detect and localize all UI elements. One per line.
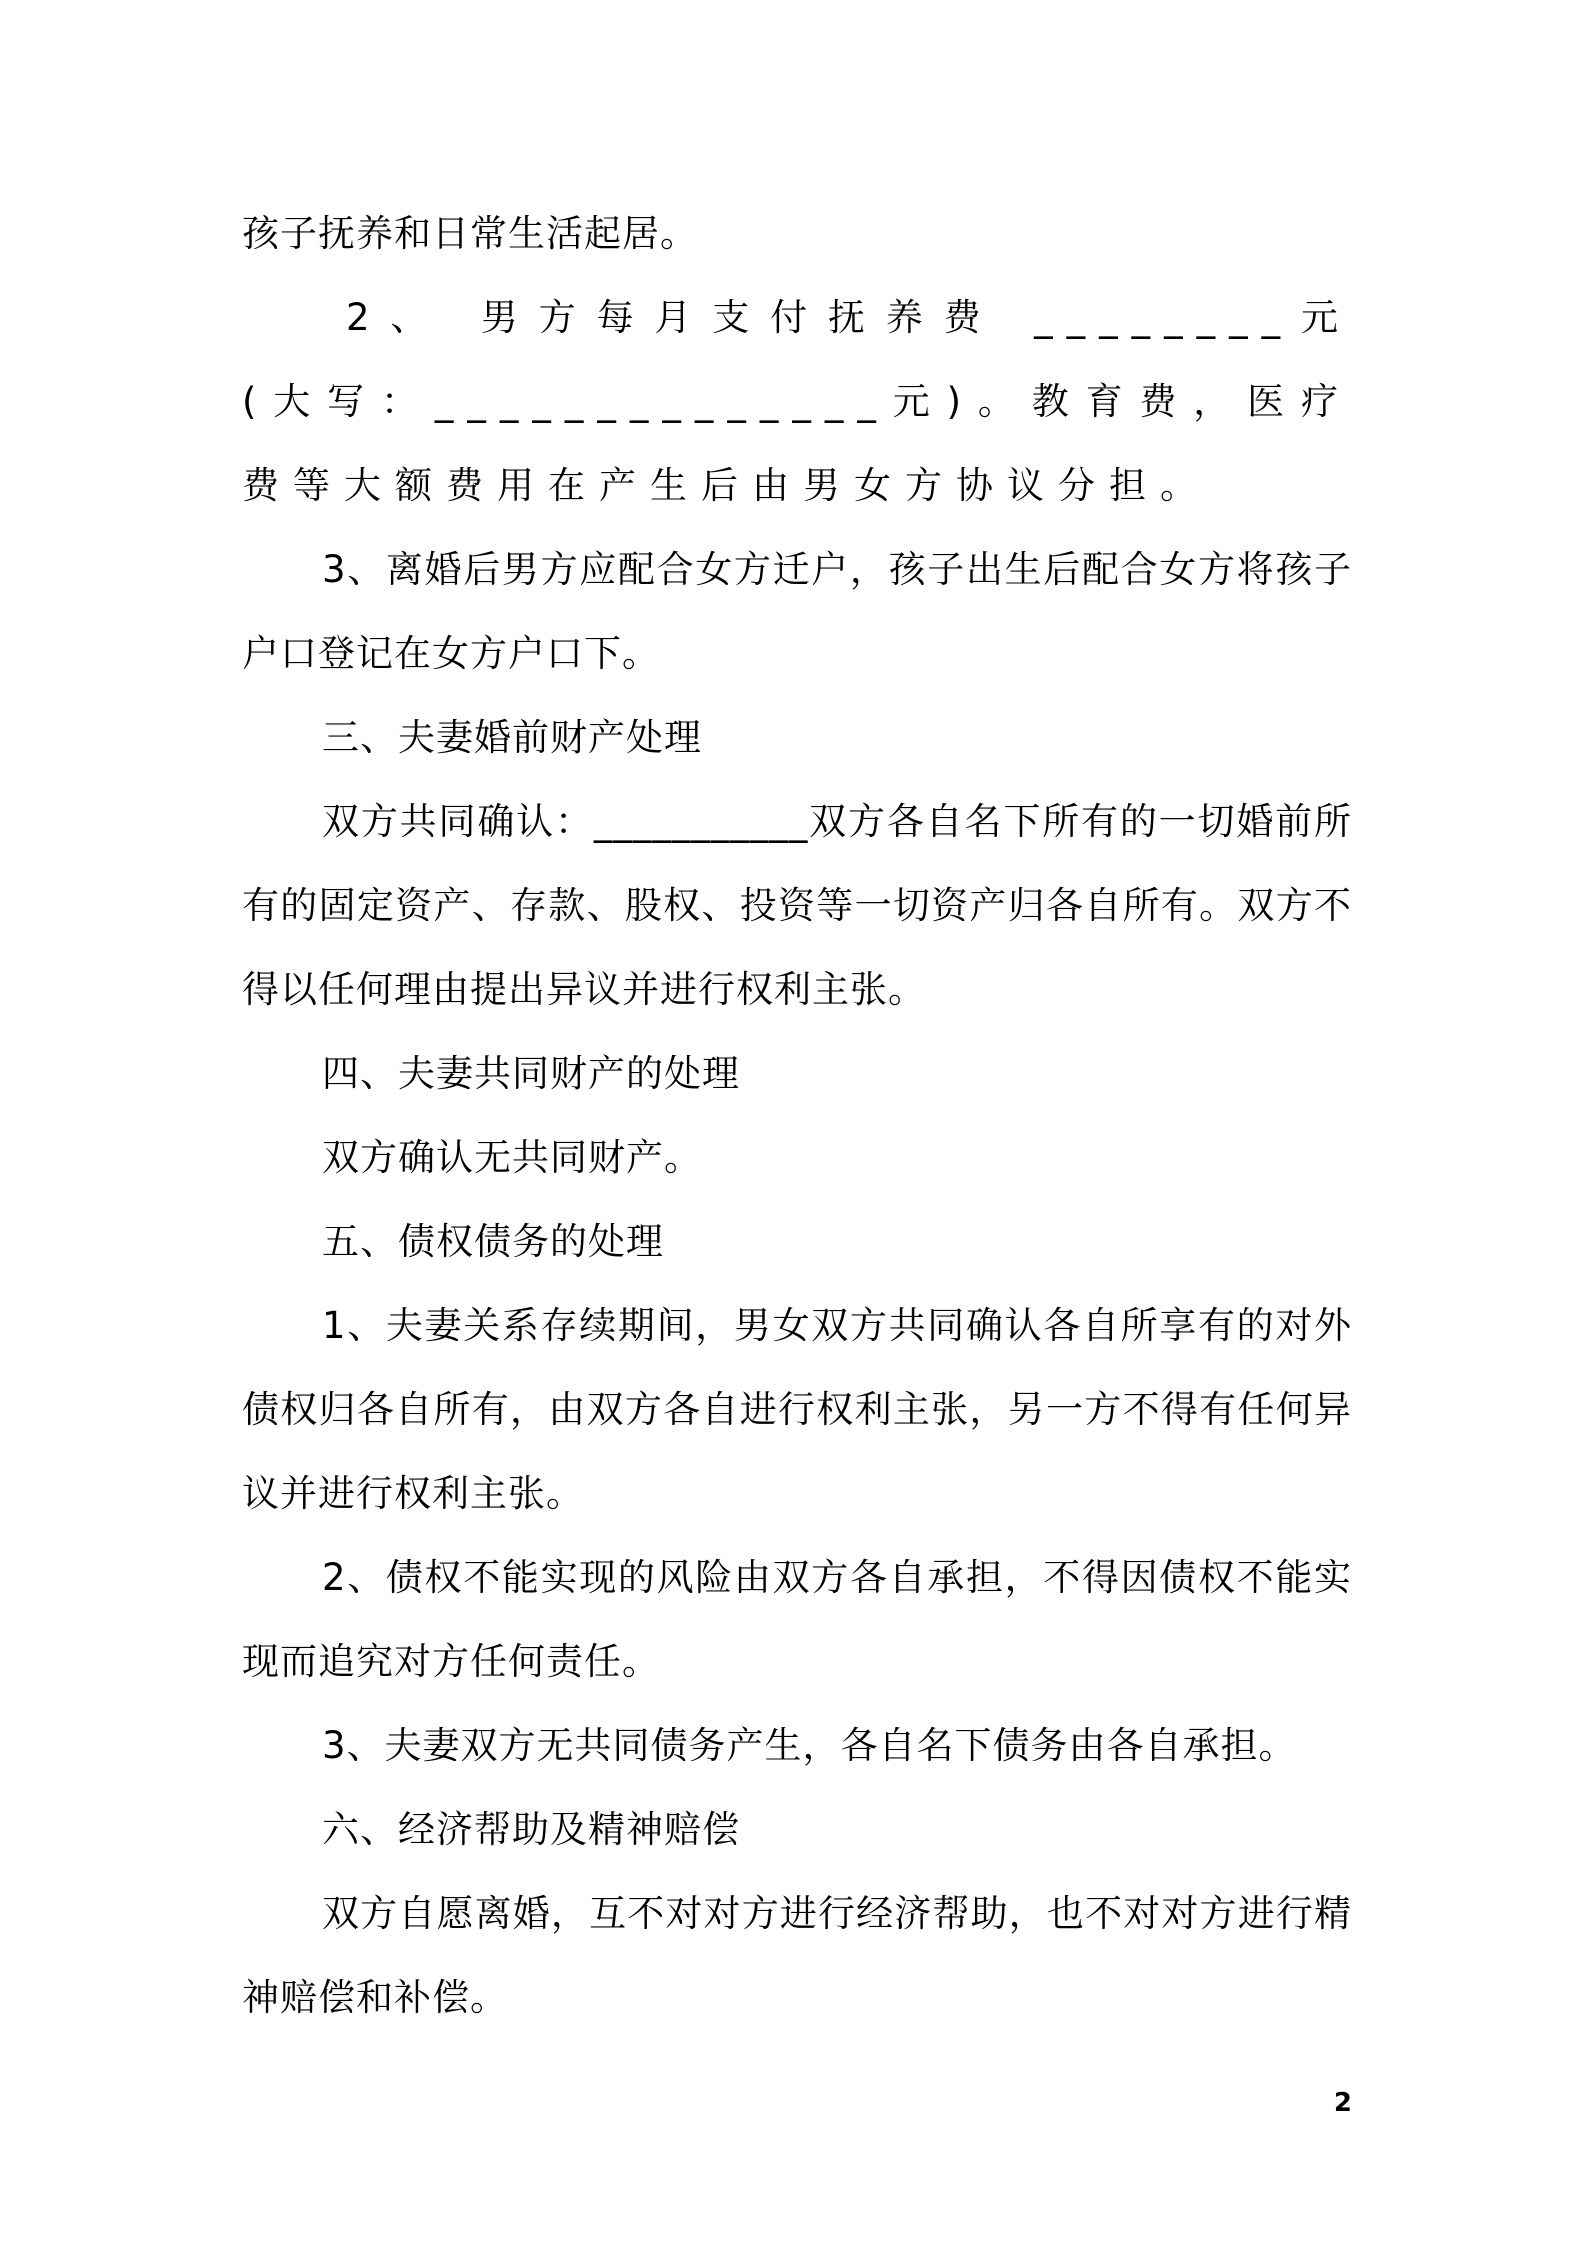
section-heading-premarital-property: 三、夫妻婚前财产处理 [322, 716, 702, 759]
section-heading-compensation: 六、经济帮助及精神赔偿 [322, 1808, 740, 1851]
paragraph-debts-3: 3、夫妻双方无共同债务产生，各自名下债务由各自承担。 [322, 1724, 1297, 1767]
paragraph-household-registration: 3、离婚后男方应配合女方迁户，孩子出生后配合女方将孩子户口登记在女方户口下。 [242, 548, 1352, 675]
section-heading-joint-property: 四、夫妻共同财产的处理 [322, 1052, 740, 1095]
paragraph-continuation: 孩子抚养和日常生活起居。 [242, 212, 698, 255]
paragraph-debts-2: 2、债权不能实现的风险由双方各自承担，不得因债权不能实现而追究对方任何责任。 [242, 1556, 1352, 1683]
section-heading-debts: 五、债权债务的处理 [322, 1220, 664, 1263]
paragraph-premarital-property: 双方共同确认：___________双方各自名下所有的一切婚前所有的固定资产、存款、股权、投资等一切资产归各自所有。双方不得以任何理由提出异议并进行权利主张。 [242, 800, 1352, 1011]
paragraph-compensation: 双方自愿离婚，互不对对方进行经济帮助，也不对对方进行精神赔偿和补偿。 [242, 1892, 1352, 2019]
paragraph-joint-property: 双方确认无共同财产。 [322, 1136, 702, 1179]
paragraph-debts-1: 1、夫妻关系存续期间，男女双方共同确认各自所享有的对外债权归各自所有，由双方各自进行权利主张，另一方不得有任何异议并进行权利主张。 [242, 1304, 1352, 1515]
paragraph-child-support: 2、 男方每月支付抚养费 ________元 (大写：______________元)。教育费，医疗费等大额费用在产生后由男女方协议分担。 [242, 296, 1352, 507]
page-number: 2 [1333, 2088, 1352, 2118]
document-body [242, 192, 1352, 2040]
